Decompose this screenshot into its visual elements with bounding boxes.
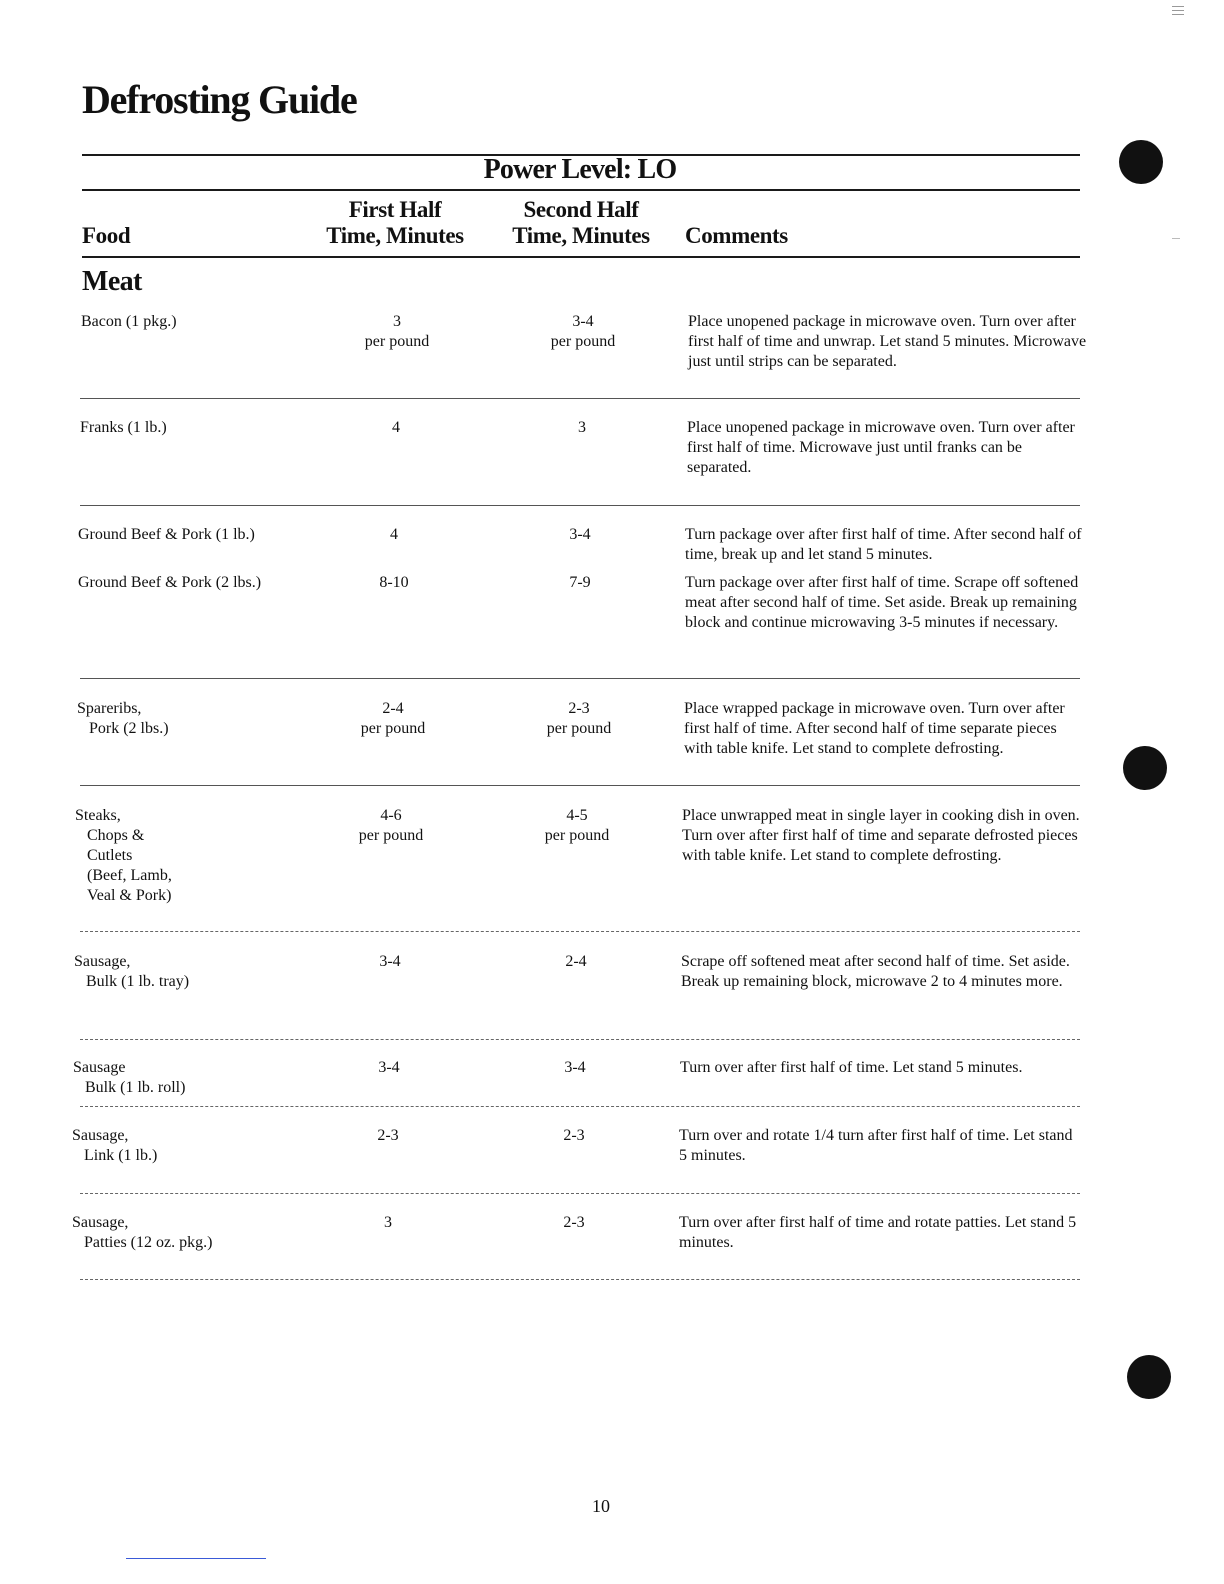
first-half-cell xyxy=(313,699,473,739)
first-half-value: 3-4 xyxy=(379,953,401,970)
food-detail: Bulk (1 lb. tray) xyxy=(86,973,190,990)
comment-cell: Turn over and rotate 1/4 turn after first half of time. Let stand 5 minutes. xyxy=(679,1127,1073,1164)
first-half-label: First Half xyxy=(348,197,442,222)
first-half-value: 2-4 xyxy=(382,700,404,717)
comment-cell: Turn package over after first half of time. After second half of time, break up and let stand 5 minutes. xyxy=(685,526,1082,563)
food-name: Sausage, xyxy=(72,1127,129,1144)
comment-cell: Turn package over after first half of time. Scrape off softened meat after second half of time. Set aside. Break up remaining block and continue microwaving 3-5 minutes if necessary. xyxy=(685,574,1079,631)
second-half-value: 3 xyxy=(578,419,586,436)
second-half-value: 2-4 xyxy=(565,953,587,970)
row-separator xyxy=(80,678,1080,679)
first-half-value: 4 xyxy=(392,419,400,436)
second-half-cell xyxy=(495,1058,655,1078)
food-name: Franks (1 lb.) xyxy=(80,419,167,436)
food-detail: Bulk (1 lb. roll) xyxy=(85,1079,186,1096)
row-separator xyxy=(80,1106,1080,1107)
first-half-value: 3 xyxy=(384,1214,392,1231)
first-half-cell xyxy=(314,573,474,593)
second-half-label: Second Half xyxy=(523,197,639,222)
food-detail: Veal & Pork) xyxy=(87,887,172,904)
section-heading-meat: Meat xyxy=(82,266,142,297)
second-half-unit: per pound xyxy=(544,827,610,844)
side-tick-mark xyxy=(1172,238,1180,239)
page-number: 10 xyxy=(592,1496,610,1516)
food-cell xyxy=(75,806,335,906)
punch-hole xyxy=(1123,746,1167,790)
first-half-cell xyxy=(308,1126,468,1146)
food-name: Bacon (1 pkg.) xyxy=(81,313,177,330)
first-half-cell xyxy=(317,312,477,352)
second-half-value: 7-9 xyxy=(569,574,591,591)
second-half-value: 2-3 xyxy=(563,1127,585,1144)
first-half-unit: per pound xyxy=(360,720,426,737)
first-half-value: 2-3 xyxy=(377,1127,399,1144)
food-name: Sausage xyxy=(73,1059,126,1076)
comment-cell: Place unopened package in microwave oven. Turn over after first half of time and unwrap. Let stand 5 minutes. Microwave just until strips can be separated. xyxy=(688,313,1087,370)
second-half-cell xyxy=(499,699,659,739)
second-half-cell xyxy=(503,312,663,352)
food-cell xyxy=(77,699,337,739)
footer-line xyxy=(126,1558,266,1559)
second-half-cell xyxy=(502,418,662,438)
food-name: Sausage, xyxy=(72,1214,129,1231)
food-name: Ground Beef & Pork (1 lb.) xyxy=(78,526,255,543)
first-half-value: 4-6 xyxy=(380,807,402,824)
row-separator xyxy=(80,785,1080,786)
column-header-comments: Comments xyxy=(685,223,788,248)
first-half-unit: per pound xyxy=(358,827,424,844)
food-cell xyxy=(80,418,340,438)
first-half-unit: Time, Minutes xyxy=(326,223,464,248)
second-half-cell xyxy=(496,952,656,972)
food-cell xyxy=(74,952,334,992)
food-detail: (Beef, Lamb, xyxy=(87,867,172,884)
food-cell xyxy=(72,1213,332,1253)
second-half-cell xyxy=(494,1213,654,1233)
food-cell xyxy=(78,573,338,593)
comment-cell: Turn over after first half of time. Let stand 5 minutes. xyxy=(680,1059,1023,1076)
first-half-cell xyxy=(314,525,474,545)
first-half-cell xyxy=(311,806,471,846)
comment-cell: Place wrapped package in microwave oven. Turn over after first half of time. After second half of time separate pieces with table knife. Let stand to complete defrosting. xyxy=(684,700,1065,757)
food-detail: Chops & xyxy=(87,827,145,844)
food-cell xyxy=(81,312,341,332)
punch-hole xyxy=(1127,1355,1171,1399)
food-name: Ground Beef & Pork (2 lbs.) xyxy=(78,574,262,591)
first-half-cell xyxy=(316,418,476,438)
second-half-cell xyxy=(500,573,660,593)
second-half-unit: per pound xyxy=(546,720,612,737)
table-bottom-rule xyxy=(80,1279,1080,1280)
food-cell xyxy=(72,1126,332,1166)
second-half-value: 2-3 xyxy=(563,1214,585,1231)
food-cell xyxy=(78,525,338,545)
row-separator xyxy=(80,398,1080,399)
power-level-heading: Power Level: LO xyxy=(483,154,677,185)
food-detail: Pork (2 lbs.) xyxy=(89,720,169,737)
food-detail: Cutlets xyxy=(87,847,133,864)
second-half-unit: Time, Minutes xyxy=(512,223,650,248)
food-detail: Link (1 lb.) xyxy=(84,1147,158,1164)
header-bottom-rule xyxy=(82,256,1080,258)
first-half-cell xyxy=(310,952,470,972)
food-cell xyxy=(73,1058,333,1098)
first-half-cell xyxy=(309,1058,469,1078)
food-name: Spareribs, xyxy=(77,700,142,717)
power-level-rule xyxy=(82,189,1080,191)
food-detail: Patties (12 oz. pkg.) xyxy=(84,1234,213,1251)
second-half-value: 3-4 xyxy=(572,313,594,330)
second-half-cell xyxy=(497,806,657,846)
second-half-cell xyxy=(500,525,660,545)
row-separator xyxy=(80,1193,1080,1194)
column-header-first-half xyxy=(295,197,495,249)
row-separator xyxy=(80,1039,1080,1040)
second-half-unit: per pound xyxy=(550,333,616,350)
column-header-second-half xyxy=(481,197,681,249)
food-name: Sausage, xyxy=(74,953,131,970)
second-half-value: 2-3 xyxy=(568,700,590,717)
first-half-value: 4 xyxy=(390,526,398,543)
comment-cell: Place unopened package in microwave oven. Turn over after first half of time. Microwave just until franks can be separated. xyxy=(687,419,1075,476)
first-half-value: 3-4 xyxy=(378,1059,400,1076)
first-half-cell xyxy=(308,1213,468,1233)
comment-cell: Scrape off softened meat after second half of time. Set aside. Break up remaining block, microwave 2 to 4 minutes more. xyxy=(681,953,1070,990)
second-half-value: 3-4 xyxy=(569,526,591,543)
second-half-cell xyxy=(494,1126,654,1146)
comment-cell: Turn over after first half of time and rotate patties. Let stand 5 minutes. xyxy=(679,1214,1077,1251)
column-header-food: Food xyxy=(82,223,131,248)
row-separator xyxy=(80,931,1080,932)
second-half-value: 3-4 xyxy=(564,1059,586,1076)
second-half-value: 4-5 xyxy=(566,807,588,824)
first-half-value: 8-10 xyxy=(379,574,409,591)
comment-cell: Place unwrapped meat in single layer in cooking dish in oven. Turn over after first half of time and separate defrosted pieces with table knife. Let stand to complete defrosting. xyxy=(682,807,1080,864)
row-separator xyxy=(80,505,1080,506)
first-half-value: 3 xyxy=(393,313,401,330)
food-name: Steaks, xyxy=(75,807,121,824)
page-title: Defrosting Guide xyxy=(82,77,357,122)
first-half-unit: per pound xyxy=(364,333,430,350)
punch-hole xyxy=(1119,140,1163,184)
corner-scan-mark xyxy=(1172,6,1184,20)
